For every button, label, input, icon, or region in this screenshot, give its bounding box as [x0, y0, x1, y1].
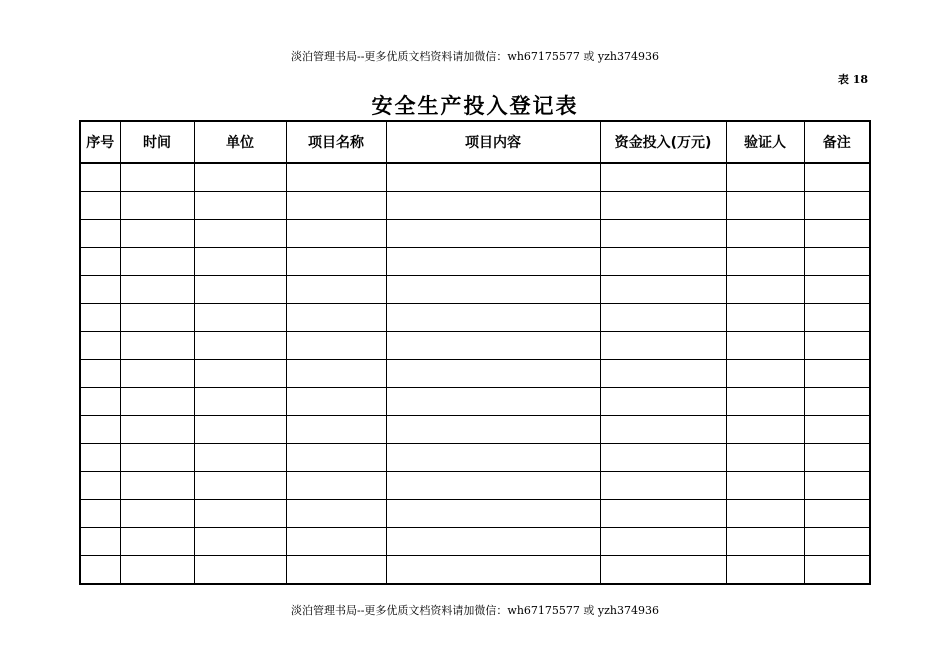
table-cell-verifier[interactable]: [726, 248, 804, 276]
table-cell-project_content[interactable]: [386, 472, 600, 500]
table-cell-verifier[interactable]: [726, 220, 804, 248]
table-cell-investment[interactable]: [600, 472, 726, 500]
table-cell-verifier[interactable]: [726, 472, 804, 500]
table-cell-project_content[interactable]: [386, 388, 600, 416]
table-cell-time[interactable]: [120, 220, 194, 248]
table-cell-unit[interactable]: [194, 163, 286, 192]
table-row: [80, 220, 870, 248]
table-cell-time[interactable]: [120, 388, 194, 416]
table-row: [80, 163, 870, 192]
table-cell-time[interactable]: [120, 332, 194, 360]
table-cell-time[interactable]: [120, 416, 194, 444]
table-cell-verifier[interactable]: [726, 556, 804, 585]
table-row: [80, 276, 870, 304]
table-cell-project_name[interactable]: [286, 304, 386, 332]
table-cell-project_content[interactable]: [386, 220, 600, 248]
column-header-project-content: 项目内容: [386, 121, 600, 163]
table-cell-verifier[interactable]: [726, 192, 804, 220]
table-row: [80, 444, 870, 472]
table-cell-seq[interactable]: [80, 276, 120, 304]
table-cell-investment[interactable]: [600, 444, 726, 472]
document-title: 安全生产投入登记表: [371, 93, 579, 118]
table-cell-time[interactable]: [120, 276, 194, 304]
table-number: 表 18: [837, 73, 868, 86]
table-cell-project_name[interactable]: [286, 276, 386, 304]
table-row: [80, 472, 870, 500]
table-cell-time[interactable]: [120, 360, 194, 388]
table-cell-verifier[interactable]: [726, 388, 804, 416]
table-cell-unit[interactable]: [194, 528, 286, 556]
table-cell-project_name[interactable]: [286, 416, 386, 444]
table-cell-time[interactable]: [120, 304, 194, 332]
table-cell-project_name[interactable]: [286, 332, 386, 360]
table-cell-remarks[interactable]: [804, 500, 870, 528]
table-cell-project_content[interactable]: [386, 332, 600, 360]
table-cell-verifier[interactable]: [726, 444, 804, 472]
table-cell-seq[interactable]: [80, 416, 120, 444]
table-cell-investment[interactable]: [600, 332, 726, 360]
table-cell-verifier[interactable]: [726, 276, 804, 304]
table-cell-project_content[interactable]: [386, 192, 600, 220]
table-cell-remarks[interactable]: [804, 163, 870, 192]
table-cell-investment[interactable]: [600, 192, 726, 220]
table-cell-unit[interactable]: [194, 248, 286, 276]
table-row: [80, 360, 870, 388]
table-cell-time[interactable]: [120, 444, 194, 472]
table-cell-project_name[interactable]: [286, 220, 386, 248]
table-row: [80, 248, 870, 276]
table-cell-project_content[interactable]: [386, 248, 600, 276]
table-cell-remarks[interactable]: [804, 416, 870, 444]
table-cell-verifier[interactable]: [726, 500, 804, 528]
table-row: [80, 192, 870, 220]
table-cell-project_name[interactable]: [286, 360, 386, 388]
table-cell-seq[interactable]: [80, 444, 120, 472]
table-cell-project_content[interactable]: [386, 528, 600, 556]
table-cell-time[interactable]: [120, 192, 194, 220]
column-header-investment: 资金投入(万元): [600, 121, 726, 163]
table-cell-project_name[interactable]: [286, 472, 386, 500]
table-cell-project_content[interactable]: [386, 276, 600, 304]
table-cell-investment[interactable]: [600, 500, 726, 528]
table-cell-unit[interactable]: [194, 192, 286, 220]
column-header-verifier: 验证人: [726, 121, 804, 163]
table-cell-project_content[interactable]: [386, 304, 600, 332]
column-header-time: 时间: [120, 121, 194, 163]
table-cell-project_name[interactable]: [286, 388, 386, 416]
table-cell-unit[interactable]: [194, 304, 286, 332]
table-cell-remarks[interactable]: [804, 388, 870, 416]
table-row: [80, 388, 870, 416]
table-cell-seq[interactable]: [80, 528, 120, 556]
table-cell-remarks[interactable]: [804, 304, 870, 332]
table-cell-remarks[interactable]: [804, 556, 870, 585]
table-cell-remarks[interactable]: [804, 220, 870, 248]
page-header-note: 淡泊管理书局--更多优质文档资料请加微信：wh67175577 或 yzh374936: [291, 50, 659, 63]
table-cell-remarks[interactable]: [804, 192, 870, 220]
table-cell-remarks[interactable]: [804, 528, 870, 556]
investment-register-table: [79, 120, 871, 585]
table-cell-seq[interactable]: [80, 163, 120, 192]
table-cell-seq[interactable]: [80, 192, 120, 220]
table-cell-investment[interactable]: [600, 388, 726, 416]
column-header-unit: 单位: [194, 121, 286, 163]
table-cell-remarks[interactable]: [804, 248, 870, 276]
page-footer-note: 淡泊管理书局--更多优质文档资料请加微信：wh67175577 或 yzh374936: [291, 604, 659, 617]
table-cell-unit[interactable]: [194, 220, 286, 248]
table-cell-verifier[interactable]: [726, 416, 804, 444]
table-row: [80, 416, 870, 444]
table-header-row: [80, 121, 870, 163]
table-body: [80, 163, 870, 584]
table-cell-unit[interactable]: [194, 500, 286, 528]
table-cell-remarks[interactable]: [804, 444, 870, 472]
column-header-project-name: 项目名称: [286, 121, 386, 163]
table-row: [80, 304, 870, 332]
table-cell-remarks[interactable]: [804, 360, 870, 388]
table-row: [80, 556, 870, 585]
table-cell-project_content[interactable]: [386, 360, 600, 388]
table-cell-project_content[interactable]: [386, 556, 600, 585]
table-cell-investment[interactable]: [600, 248, 726, 276]
table-cell-seq[interactable]: [80, 220, 120, 248]
table-cell-investment[interactable]: [600, 360, 726, 388]
table-cell-project_name[interactable]: [286, 528, 386, 556]
table-cell-project_content[interactable]: [386, 416, 600, 444]
table-cell-project_name[interactable]: [286, 192, 386, 220]
table-cell-unit[interactable]: [194, 360, 286, 388]
table-cell-unit[interactable]: [194, 276, 286, 304]
table-cell-verifier[interactable]: [726, 304, 804, 332]
table-cell-remarks[interactable]: [804, 472, 870, 500]
table-cell-investment[interactable]: [600, 220, 726, 248]
table-cell-remarks[interactable]: [804, 332, 870, 360]
table-cell-investment[interactable]: [600, 276, 726, 304]
table-cell-time[interactable]: [120, 556, 194, 585]
table-cell-seq[interactable]: [80, 360, 120, 388]
table-cell-project_name[interactable]: [286, 163, 386, 192]
table-cell-project_name[interactable]: [286, 500, 386, 528]
table-cell-time[interactable]: [120, 472, 194, 500]
table-cell-seq[interactable]: [80, 304, 120, 332]
table-cell-time[interactable]: [120, 163, 194, 192]
column-header-remarks: 备注: [804, 121, 870, 163]
table-row: [80, 528, 870, 556]
table-cell-time[interactable]: [120, 248, 194, 276]
table-cell-unit[interactable]: [194, 556, 286, 585]
table-cell-verifier[interactable]: [726, 163, 804, 192]
table-cell-seq[interactable]: [80, 500, 120, 528]
table-cell-verifier[interactable]: [726, 528, 804, 556]
column-header-seq: 序号: [80, 121, 120, 163]
table-cell-project_name[interactable]: [286, 248, 386, 276]
table-cell-seq[interactable]: [80, 332, 120, 360]
table-cell-remarks[interactable]: [804, 276, 870, 304]
table-cell-verifier[interactable]: [726, 360, 804, 388]
table-cell-time[interactable]: [120, 500, 194, 528]
table-cell-project_content[interactable]: [386, 500, 600, 528]
table-cell-unit[interactable]: [194, 472, 286, 500]
table-cell-investment[interactable]: [600, 163, 726, 192]
table-cell-verifier[interactable]: [726, 332, 804, 360]
table-cell-time[interactable]: [120, 528, 194, 556]
table-cell-seq[interactable]: [80, 388, 120, 416]
table-row: [80, 332, 870, 360]
table-cell-seq[interactable]: [80, 556, 120, 585]
table-row: [80, 500, 870, 528]
table-cell-unit[interactable]: [194, 388, 286, 416]
table-cell-investment[interactable]: [600, 556, 726, 585]
table-cell-project_name[interactable]: [286, 556, 386, 585]
table-cell-project_content[interactable]: [386, 444, 600, 472]
table-cell-seq[interactable]: [80, 472, 120, 500]
table-cell-project_content[interactable]: [386, 163, 600, 192]
table-cell-unit[interactable]: [194, 332, 286, 360]
table-cell-seq[interactable]: [80, 248, 120, 276]
table-cell-investment[interactable]: [600, 528, 726, 556]
table-cell-unit[interactable]: [194, 416, 286, 444]
table-cell-investment[interactable]: [600, 416, 726, 444]
table-cell-project_name[interactable]: [286, 444, 386, 472]
table-cell-investment[interactable]: [600, 304, 726, 332]
table-cell-unit[interactable]: [194, 444, 286, 472]
